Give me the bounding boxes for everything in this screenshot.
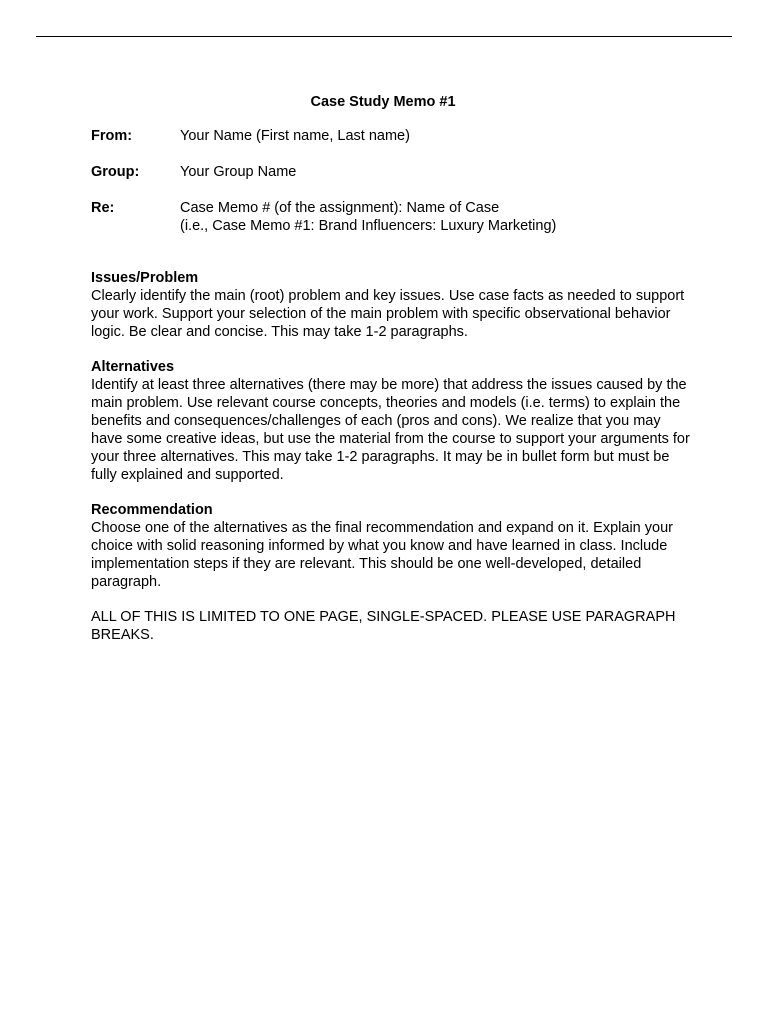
issues-section <box>91 269 691 341</box>
group-row <box>91 163 691 181</box>
re-row <box>91 199 691 235</box>
alternatives-section <box>91 358 691 484</box>
closing-note: ALL OF THIS IS LIMITED TO ONE PAGE, SINGLE-SPACED. PLEASE USE PARAGRAPH BREAKS. <box>91 609 676 643</box>
issues-heading: Issues/Problem <box>91 270 199 286</box>
top-divider <box>36 36 732 37</box>
re-label: Re: <box>91 200 115 216</box>
recommendation-section <box>91 501 691 591</box>
recommendation-body: Choose one of the alternatives as the final recommendation and expand on it. Explain your choice with solid reasoning informed by what you know and have learned in class. Include implementation steps if they are relevant. This should be one well-developed, detailed paragraph. <box>91 520 673 590</box>
from-label: From: <box>91 128 133 144</box>
re-value <box>180 199 691 235</box>
re-line-1: Case Memo # (of the assignment): Name of Case <box>180 200 500 216</box>
recommendation-heading: Recommendation <box>91 502 213 518</box>
group-label: Group: <box>91 164 140 180</box>
from-value: Your Name (First name, Last name) <box>180 128 410 144</box>
re-line-2: (i.e., Case Memo #1: Brand Influencers: Luxury Marketing) <box>180 218 557 234</box>
alternatives-heading: Alternatives <box>91 359 175 375</box>
memo-title: Case Study Memo #1 <box>310 94 456 110</box>
memo-page <box>91 93 691 644</box>
alternatives-body: Identify at least three alternatives (there may be more) that address the issues caused by the main problem. Use relevant course concepts, theories and models (i.e. terms) to explain the benefits and consequences/challenges of each (pros and cons). We realize that you may have some creative ideas, but use the material from the course to support your arguments for your three alternatives. This may take 1-2 paragraphs. It may be in bullet form but must be fully explained and supported. <box>91 377 690 483</box>
issues-body: Clearly identify the main (root) problem and key issues. Use case facts as needed to support your work. Support your selection of the main problem with specific observational behavior logic. Be clear and concise. This may take 1-2 paragraphs. <box>91 288 685 340</box>
group-value: Your Group Name <box>180 164 297 180</box>
from-row <box>91 127 691 145</box>
